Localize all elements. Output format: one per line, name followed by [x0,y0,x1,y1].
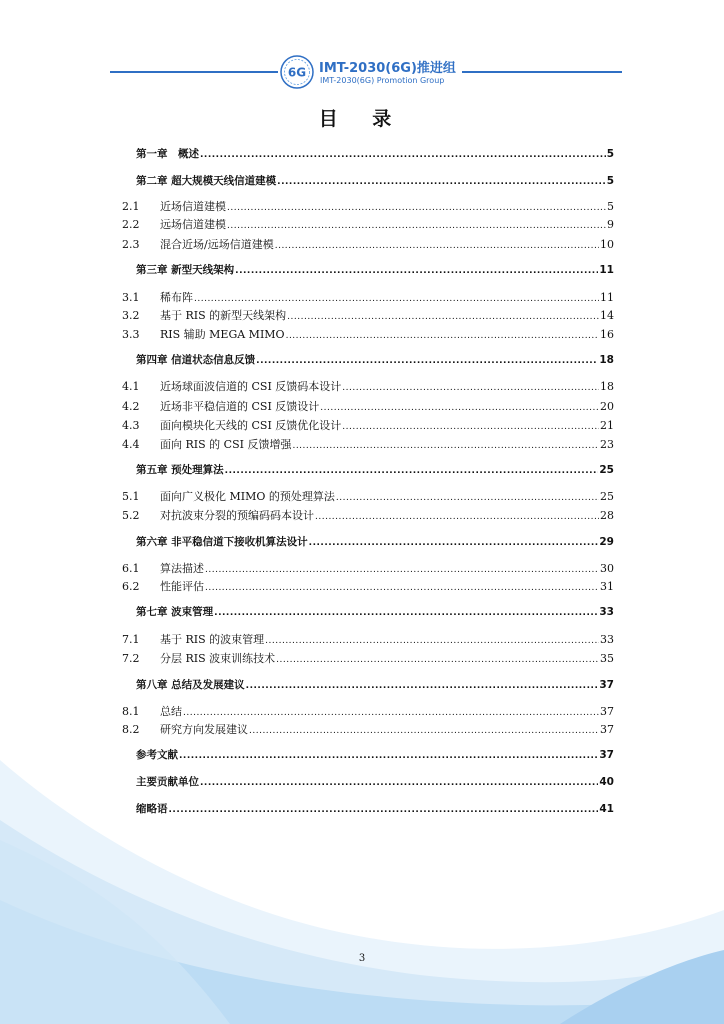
toc-section-number: 3.1 [122,291,140,304]
toc-page-number: 37 [599,749,614,761]
toc-entry-label: 参考文献 [136,749,178,761]
toc-dot-leader [315,512,599,522]
toc-entry-label: 近场球面波信道的 CSI 反馈码本设计 [160,380,342,393]
toc-page-number: 41 [599,803,614,815]
toc-section-row[interactable] [122,560,614,576]
toc-page-number: 29 [599,536,614,548]
toc-entry-label: 第二章 超大规模天线信道建模 [136,175,277,187]
toc-page-number: 21 [600,419,614,432]
toc-section-number: 4.4 [122,438,140,451]
toc-entry-label: 总结 [160,705,182,718]
toc-entry-label: 混合近场/远场信道建模 [160,238,274,251]
toc-dot-leader [276,655,599,665]
toc-page-number: 5 [607,200,614,213]
toc-page-number: 33 [600,633,614,646]
toc-page-number: 23 [600,438,614,451]
toc-section-row[interactable] [122,631,614,647]
toc-dot-leader [205,565,599,575]
toc-section-row[interactable] [122,721,614,737]
toc-section-number: 5.2 [122,509,140,522]
toc-dot-leader [320,403,599,413]
toc-entry-label: 第七章 波束管理 [136,606,214,618]
toc-section-row[interactable] [122,578,614,594]
toc-dot-leader [275,241,599,251]
toc-page-number: 35 [600,652,614,665]
toc-chapter-row[interactable] [136,604,614,619]
toc-entry-label: 分层 RIS 波束训练技术 [160,652,276,665]
page-number: 3 [358,953,366,964]
toc-dot-leader [225,466,599,476]
toc-section-number: 8.2 [122,723,140,736]
imt2030-logo-icon [280,55,314,89]
toc-entry-label: 远场信道建模 [160,218,226,231]
toc-dot-leader [292,441,599,451]
toc-section-number: 8.1 [122,705,140,718]
toc-chapter-row[interactable] [136,801,614,816]
toc-page-number: 31 [600,580,614,593]
toc-dot-leader [169,805,599,815]
toc-section-row[interactable] [122,216,614,232]
toc-page-number: 25 [599,464,614,476]
logo-badge-text: 6G [287,65,307,80]
toc-dot-leader [194,294,599,304]
toc-entry-label: 研究方向发展建议 [160,723,248,736]
toc-section-row[interactable] [122,198,614,214]
toc-dot-leader [214,608,598,618]
toc-page-number: 11 [600,291,614,304]
toc-section-number: 5.1 [122,490,140,503]
toc-chapter-row[interactable] [136,173,614,188]
toc-chapter-row[interactable] [136,677,614,692]
toc-section-row[interactable] [122,703,614,719]
toc-page-number: 18 [600,380,614,393]
toc-entry-label: 第四章 信道状态信息反馈 [136,354,256,366]
toc-section-number: 3.2 [122,309,140,322]
toc-dot-leader [205,583,599,593]
toc-entry-label: 面向模块化天线的 CSI 反馈优化设计 [160,419,342,432]
toc-dot-leader [265,636,599,646]
toc-chapter-row[interactable] [136,352,614,367]
org-title: IMT-2030(6G)推进组 [319,61,456,76]
toc-chapter-row[interactable] [136,146,614,161]
toc-dot-leader [179,751,598,761]
toc-page-number: 5 [606,175,614,187]
header-rule-left [110,71,278,73]
org-subtitle: IMT-2030(6G) Promotion Group [320,76,445,85]
toc-dot-leader [227,203,606,213]
toc-entry-label: 第一章 概述 [136,148,199,160]
toc-page-number: 30 [600,562,614,575]
toc-section-row[interactable] [122,289,614,305]
toc-page-number: 5 [606,148,614,160]
toc-dot-leader [256,356,598,366]
toc-page-number: 37 [600,705,614,718]
toc-entry-label: 第六章 非平稳信道下接收机算法设计 [136,536,308,548]
header-rule-right [492,71,622,73]
toc-dot-leader [235,266,598,276]
toc-section-number: 4.3 [122,419,140,432]
toc-entry-label: 基于 RIS 的新型天线架构 [160,309,287,322]
toc-section-row[interactable] [122,307,614,323]
toc-chapter-row[interactable] [136,462,614,477]
toc-chapter-row[interactable] [136,747,614,762]
toc-dot-leader [227,221,606,231]
toc-section-row[interactable] [122,488,614,504]
toc-entry-label: 近场信道建模 [160,200,226,213]
toc-section-number: 2.3 [122,238,140,251]
toc-dot-leader [277,177,606,187]
toc-section-number: 2.2 [122,218,140,231]
toc-entry-label: 近场非平稳信道的 CSI 反馈设计 [160,400,320,413]
toc-entry-label: 主要贡献单位 [136,776,199,788]
toc-entry-label: 算法描述 [160,562,204,575]
toc-section-number: 4.1 [122,380,140,393]
toc-dot-leader [342,422,599,432]
toc-entry-label: 稀布阵 [160,291,193,304]
toc-entry-label: 面向广义极化 MIMO 的预处理算法 [160,490,335,503]
header-rule-mid [462,71,494,73]
toc-entry-label: 性能评估 [160,580,204,593]
toc-dot-leader [200,778,598,788]
toc-section-number: 7.1 [122,633,140,646]
toc-page-number: 33 [599,606,614,618]
toc-dot-leader [309,538,599,548]
toc-page-number: 28 [600,509,614,522]
toc-page-number: 10 [600,238,614,251]
toc-entry-label: 第三章 新型天线架构 [136,264,235,276]
toc-entry-label: RIS 辅助 MEGA MIMO [160,328,285,341]
toc-page-number: 20 [600,400,614,413]
toc-entry-label: 第五章 预处理算法 [136,464,224,476]
toc-entry-label: 对抗波束分裂的预编码码本设计 [160,509,314,522]
toc-section-number: 3.3 [122,328,140,341]
toc-section-row[interactable] [122,507,614,523]
toc-section-number: 2.1 [122,200,140,213]
toc-section-row[interactable] [122,436,614,452]
toc-page-number: 16 [600,328,614,341]
toc-entry-label: 缩略语 [136,803,168,815]
toc-page-number: 37 [599,679,614,691]
toc-section-row[interactable] [122,378,614,394]
toc-entry-label: 基于 RIS 的波束管理 [160,633,265,646]
toc-section-number: 6.2 [122,580,140,593]
toc-page-number: 18 [599,354,614,366]
toc-page-number: 25 [600,490,614,503]
toc-page-number: 14 [600,309,614,322]
toc-dot-leader [287,312,599,322]
toc-dot-leader [183,708,599,718]
toc-section-row[interactable] [122,417,614,433]
toc-chapter-row[interactable] [136,262,614,277]
toc-dot-leader [342,383,599,393]
toc-page-number: 9 [607,218,614,231]
toc-section-row[interactable] [122,326,614,342]
toc-entry-label: 第八章 总结及发展建议 [136,679,245,691]
toc-section-number: 7.2 [122,652,140,665]
toc-dot-leader [286,331,599,341]
toc-chapter-row[interactable] [136,534,614,549]
toc-page-number: 11 [599,264,614,276]
toc-section-number: 6.1 [122,562,140,575]
toc-dot-leader [200,150,606,160]
toc-section-row[interactable] [122,236,614,252]
toc-section-row[interactable] [122,650,614,666]
toc-dot-leader [246,681,599,691]
toc-page-number: 40 [599,776,614,788]
toc-page-number: 37 [600,723,614,736]
toc-chapter-row[interactable] [136,774,614,789]
toc-section-number: 4.2 [122,400,140,413]
toc-title: 目 录 [318,108,406,130]
toc-entry-label: 面向 RIS 的 CSI 反馈增强 [160,438,292,451]
toc-dot-leader [249,726,599,736]
toc-section-row[interactable] [122,398,614,414]
toc-dot-leader [336,493,599,503]
